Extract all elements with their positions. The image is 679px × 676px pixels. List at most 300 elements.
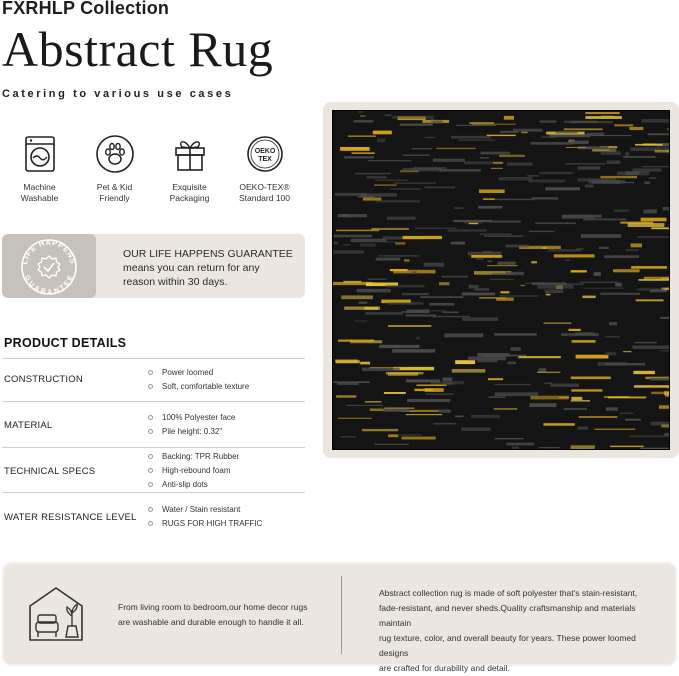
details-row-label: CONSTRUCTION — [4, 374, 83, 385]
rug-texture-stroke — [368, 278, 387, 280]
rug-texture-stroke — [403, 236, 442, 239]
rug-texture-stroke — [475, 288, 490, 291]
rug-texture-stroke — [387, 217, 416, 220]
divider — [2, 401, 305, 402]
rug-texture-stroke — [644, 277, 669, 280]
details-row-label: WATER RESISTANCE LEVEL — [4, 512, 137, 523]
rug-texture-stroke — [513, 129, 542, 132]
rug-texture-stroke — [626, 249, 639, 251]
rug-texture-stroke — [566, 147, 586, 148]
rug-texture-stroke — [439, 282, 449, 285]
rug-texture-stroke — [385, 241, 397, 242]
rug-texture-stroke — [358, 196, 375, 198]
rug-texture-stroke — [438, 410, 450, 413]
rug-texture-stroke — [594, 272, 601, 276]
rug-texture-stroke — [496, 298, 514, 301]
rug-texture-stroke — [572, 340, 596, 343]
rug-texture-stroke — [454, 207, 463, 209]
rug-texture-stroke — [352, 152, 375, 154]
rug-texture-stroke — [610, 446, 644, 448]
rug-texture-stroke — [384, 392, 406, 394]
bullet-dot — [148, 370, 153, 375]
rug-texture-stroke — [537, 285, 573, 289]
rug-texture-stroke — [637, 288, 665, 290]
rug-texture-stroke — [494, 408, 518, 409]
rug-texture-stroke — [476, 259, 483, 260]
banner-right-line: rug texture, color, and overall beauty for years. These power loomed designs — [379, 633, 636, 658]
rug-texture-stroke — [531, 142, 573, 145]
feature-machine-washable — [2, 134, 77, 204]
rug-texture-stroke — [448, 229, 487, 231]
rug-texture-stroke — [634, 385, 669, 388]
rug-texture-stroke — [388, 434, 398, 437]
bullet-dot — [148, 384, 153, 389]
rug-texture-stroke — [561, 333, 599, 336]
rug-texture-stroke — [638, 236, 670, 238]
bullet-dot — [148, 415, 153, 420]
rug-texture-stroke — [490, 279, 514, 280]
details-bullet — [148, 466, 230, 475]
rug-texture-stroke — [412, 271, 417, 274]
rug-texture-stroke — [579, 416, 618, 417]
product-subtitle: Catering to various use cases — [2, 88, 234, 100]
rug-texture-stroke — [623, 351, 631, 352]
rug-texture-stroke — [338, 418, 372, 419]
rug-texture-stroke — [403, 155, 430, 157]
rug-texture-stroke — [537, 372, 560, 373]
rug-texture-stroke — [585, 185, 594, 188]
rug-texture-stroke — [491, 168, 503, 169]
details-bullet — [148, 413, 235, 422]
rug-texture-stroke — [632, 168, 661, 171]
rug-texture-stroke — [451, 242, 465, 245]
rug-texture-stroke — [402, 437, 436, 440]
feature-label: Pet & Kid — [96, 182, 133, 192]
rug-texture-stroke — [544, 322, 572, 324]
guarantee-line: reason within 30 days. — [123, 276, 228, 288]
rug-texture-stroke — [338, 214, 367, 217]
rug-texture-stroke — [605, 336, 620, 337]
rug-texture-stroke — [546, 294, 551, 296]
rug-texture-stroke — [392, 349, 435, 353]
seal-text-top: LIFE HAPPENS — [20, 237, 78, 266]
rug-texture-stroke — [344, 307, 380, 310]
rug-texture-stroke — [545, 187, 580, 190]
feature-list — [2, 134, 302, 204]
rug-texture-stroke — [469, 122, 494, 124]
rug-texture-stroke — [376, 200, 420, 203]
rug-texture-stroke — [425, 388, 444, 392]
rug-texture-stroke — [635, 342, 657, 344]
rug-texture-stroke — [366, 176, 386, 178]
rug-texture-stroke — [650, 378, 669, 381]
rug-texture-stroke — [387, 302, 424, 304]
rug-texture-stroke — [506, 443, 534, 446]
rug-texture-stroke — [480, 157, 489, 159]
guarantee-banner — [2, 234, 305, 298]
rug-texture-stroke — [477, 353, 509, 356]
feature-label: Exquisite — [172, 182, 207, 192]
rug-texture-stroke — [565, 163, 605, 164]
rug-texture-stroke — [578, 166, 601, 169]
rug-texture-stroke — [571, 397, 582, 401]
rug-texture-stroke — [636, 299, 664, 301]
rug-texture-stroke — [625, 419, 641, 421]
rug-texture-stroke — [520, 285, 525, 286]
rug-texture-stroke — [333, 250, 364, 253]
rug-texture-stroke — [433, 159, 465, 162]
rug-texture-stroke — [378, 255, 420, 256]
rug-texture-stroke — [365, 312, 402, 315]
guarantee-line: means you can return for any — [123, 262, 260, 274]
rug-texture-stroke — [481, 152, 510, 155]
divider — [2, 358, 305, 359]
rug-texture-stroke — [595, 429, 636, 430]
rug-texture-stroke — [539, 120, 556, 123]
paw-print-icon — [95, 134, 135, 174]
rug-texture-stroke — [571, 445, 595, 449]
details-bullet — [148, 519, 262, 528]
rug-texture-stroke — [564, 121, 598, 124]
rug-texture-stroke — [443, 311, 459, 313]
rug-texture-stroke — [360, 244, 376, 247]
bottom-banner — [2, 562, 677, 673]
rug-texture-stroke — [576, 355, 609, 359]
rug-texture-stroke — [374, 185, 397, 186]
rug-texture-stroke — [348, 136, 376, 137]
tex-text: TEX — [257, 156, 272, 163]
details-bullet — [148, 480, 208, 489]
rug-texture-stroke — [359, 111, 363, 113]
banner-divider — [341, 576, 342, 654]
rug-texture-stroke — [500, 291, 509, 293]
bullet-text: Water / Stain resistant — [162, 505, 241, 514]
rug-texture-stroke — [600, 176, 637, 178]
rug-texture-stroke — [571, 389, 602, 391]
rug-texture-stroke — [426, 393, 454, 395]
rug-texture-stroke — [365, 401, 381, 402]
rug-texture-stroke — [487, 135, 516, 136]
rug-texture-stroke — [451, 136, 491, 139]
rug-texture-stroke — [562, 216, 595, 219]
bullet-dot — [148, 521, 153, 526]
rug-texture-stroke — [642, 119, 669, 123]
details-bullet — [148, 368, 213, 377]
banner-left-text — [118, 600, 338, 630]
bullet-dot — [148, 482, 153, 487]
rug-texture-stroke — [668, 387, 670, 389]
rug-texture-stroke — [606, 407, 618, 410]
rug-texture-stroke — [443, 378, 453, 382]
rug-texture-stroke — [495, 438, 524, 439]
rug-texture-stroke — [374, 444, 409, 445]
rug-texture-stroke — [343, 244, 350, 245]
rug-texture-stroke — [559, 397, 569, 399]
rug-texture-stroke — [614, 209, 629, 212]
rug-texture-stroke — [604, 255, 639, 258]
rug-texture-stroke — [373, 131, 392, 135]
bullet-text: High-rebound foam — [162, 466, 231, 475]
rug-texture-stroke — [631, 243, 642, 247]
rug-texture-stroke — [478, 206, 502, 209]
divider — [2, 447, 305, 448]
banner-right-line: are crafted for durability and detail. — [379, 663, 510, 673]
rug-texture-stroke — [508, 362, 516, 365]
rug-texture-stroke — [441, 276, 467, 278]
feature-label: OEKO-TEX® — [239, 182, 290, 192]
rug-texture-stroke — [386, 285, 425, 288]
rug-texture-stroke — [335, 193, 367, 196]
washing-machine-icon — [20, 134, 60, 174]
rug-texture-stroke — [543, 423, 574, 426]
rug-texture-stroke — [499, 295, 538, 296]
banner-left-line: From living room to bedroom,our home decor rugs — [118, 602, 308, 612]
rug-texture-stroke — [585, 116, 622, 119]
rug-texture-stroke — [578, 427, 588, 430]
rug-texture-stroke — [359, 302, 368, 304]
feature-label: Friendly — [99, 193, 130, 203]
rug-texture-stroke — [492, 273, 514, 275]
bullet-dot — [148, 429, 153, 434]
guarantee-text — [123, 247, 301, 289]
rug-texture-stroke — [614, 124, 633, 126]
rug-texture-stroke — [459, 139, 496, 141]
rug-texture-stroke — [341, 436, 356, 438]
rug-texture-stroke — [617, 171, 649, 175]
rug-texture-stroke — [628, 223, 665, 227]
details-bullet — [148, 452, 239, 461]
rug-texture-stroke — [355, 173, 391, 175]
rug-texture-stroke — [641, 218, 667, 222]
rug-texture-stroke — [498, 177, 532, 180]
rug-texture-stroke — [645, 182, 650, 185]
rug-texture-stroke — [545, 289, 564, 293]
bullet-text: Pile height: 0.32" — [162, 427, 223, 436]
rug-texture-stroke — [360, 115, 366, 116]
product-details-title: PRODUCT DETAILS — [4, 336, 127, 350]
feature-label: Standard 100 — [238, 193, 291, 203]
rug-texture-stroke — [343, 281, 361, 283]
rug-texture-stroke — [651, 227, 669, 229]
feature-label: Packaging — [169, 193, 210, 203]
rug-texture-stroke — [659, 405, 669, 409]
rug-texture-stroke — [484, 236, 523, 237]
rug-texture-stroke — [493, 162, 503, 163]
rug-texture-stroke — [580, 282, 618, 284]
rug-texture-stroke — [667, 128, 669, 130]
rug-texture-stroke — [455, 416, 464, 418]
rug-texture-stroke — [632, 346, 669, 350]
rug-texture-stroke — [394, 183, 436, 184]
rug-texture-stroke — [337, 382, 358, 385]
banner-right-line: Abstract collection rug is made of soft polyester that's stain-resistant, — [379, 588, 638, 598]
rug-texture-stroke — [512, 446, 519, 449]
rug-texture-stroke — [660, 317, 669, 319]
rug-texture-stroke — [483, 198, 495, 200]
rug-texture-stroke — [425, 187, 456, 189]
rug-texture-stroke — [600, 293, 640, 295]
rug-texture-stroke — [606, 161, 620, 165]
rug-texture-stroke — [346, 405, 383, 406]
feature-exquisite-packaging — [152, 134, 227, 204]
rug-texture-stroke — [386, 372, 424, 375]
rug-texture-stroke — [360, 362, 370, 365]
feature-label: Washable — [20, 193, 59, 203]
rug-texture-stroke — [504, 116, 514, 120]
rug-texture-stroke — [495, 199, 535, 201]
rug-texture-stroke — [629, 127, 643, 130]
rug-texture-stroke — [431, 310, 447, 311]
divider — [2, 492, 305, 493]
rug-texture-stroke — [429, 303, 454, 306]
bullet-text: 100% Polyester face — [162, 413, 236, 422]
rug-texture-stroke — [585, 112, 619, 114]
rug-texture-stroke — [341, 295, 373, 299]
rug-texture-stroke — [511, 347, 521, 350]
rug-texture-stroke — [564, 128, 603, 130]
svg-text:LIFE HAPPENS — [20, 238, 78, 265]
rug-texture-stroke — [620, 413, 634, 414]
rug-texture-stroke — [362, 429, 398, 431]
rug-image — [332, 110, 670, 450]
rug-texture-stroke — [375, 180, 408, 182]
feature-oeko-tex — [227, 134, 302, 204]
rug-texture-stroke — [478, 360, 498, 362]
rug-texture-stroke — [489, 220, 521, 222]
rug-texture-stroke — [479, 190, 505, 194]
rug-texture-stroke — [556, 132, 578, 134]
rug-texture-stroke — [651, 422, 669, 426]
rug-texture-stroke — [629, 435, 669, 437]
rug-texture-stroke — [413, 167, 446, 170]
rug-texture-stroke — [610, 148, 617, 151]
rug-texture-stroke — [535, 222, 575, 224]
bullet-text: RUGS FOR HIGH TRAFFIC — [162, 519, 263, 528]
rug-texture-stroke — [507, 163, 533, 166]
rug-texture-stroke — [664, 433, 669, 436]
rug-texture-stroke — [532, 197, 558, 199]
rug-texture-stroke — [432, 316, 470, 318]
rug-texture-stroke — [391, 188, 421, 189]
rug-texture-stroke — [649, 177, 656, 179]
rug-texture-stroke — [425, 137, 436, 138]
rug-texture-stroke — [488, 260, 493, 262]
rug-texture-stroke — [385, 114, 392, 116]
rug-texture-stroke — [606, 352, 616, 355]
rug-texture-stroke — [462, 293, 496, 296]
rug-texture-stroke — [390, 269, 408, 271]
bullet-text: Backing: TPR Rubber — [162, 452, 240, 461]
rug-texture-stroke — [392, 116, 434, 119]
rug-texture-stroke — [541, 136, 555, 138]
rug-texture-stroke — [494, 333, 537, 335]
rug-texture-stroke — [471, 415, 500, 418]
rug-texture-stroke — [571, 270, 587, 272]
rug-texture-stroke — [344, 156, 374, 158]
banner-left-line: are washable and durable enough to handle it all. — [118, 617, 304, 627]
rug-texture-stroke — [456, 125, 496, 126]
rug-texture-stroke — [604, 396, 629, 398]
guarantee-seal-icon — [18, 236, 80, 296]
details-bullet — [148, 382, 249, 391]
rug-texture-stroke — [452, 369, 486, 373]
rug-texture-stroke — [436, 148, 475, 149]
rug-texture-stroke — [648, 133, 669, 135]
rug-texture-stroke — [468, 357, 506, 361]
rug-texture-stroke — [554, 254, 595, 257]
feature-label: Machine — [23, 182, 56, 192]
rug-texture-stroke — [363, 198, 382, 201]
rug-texture-stroke — [469, 223, 478, 224]
rug-texture-stroke — [565, 260, 569, 261]
rug-texture-stroke — [336, 360, 360, 363]
rug-texture-stroke — [527, 175, 539, 176]
rug-texture-stroke — [660, 350, 669, 351]
rug-texture-stroke — [642, 166, 669, 167]
rug-texture-stroke — [651, 392, 669, 394]
rug-texture-stroke — [415, 228, 457, 229]
rug-texture-stroke — [376, 258, 401, 261]
rug-texture-stroke — [420, 296, 463, 298]
rug-texture-stroke — [472, 124, 516, 125]
rug-texture-stroke — [461, 428, 490, 431]
rug-texture-stroke — [488, 396, 505, 398]
rug-texture-stroke — [371, 228, 409, 230]
rug-texture-stroke — [663, 207, 669, 211]
rug-texture-stroke — [370, 367, 408, 368]
rug-texture-stroke — [506, 245, 529, 248]
details-row-label: MATERIAL — [4, 420, 53, 431]
rug-texture-stroke — [445, 334, 484, 338]
rug-texture-stroke — [431, 120, 443, 123]
brand-name: FXRHLP Collection — [2, 0, 170, 18]
rug-texture-stroke — [336, 395, 356, 397]
rug-texture-stroke — [402, 293, 429, 295]
rug-texture-stroke — [601, 151, 621, 155]
rug-texture-stroke — [613, 269, 640, 272]
rug-texture-stroke — [433, 423, 456, 425]
rug-texture-stroke — [495, 392, 539, 396]
rug-texture-stroke — [571, 141, 589, 145]
rug-texture-stroke — [416, 385, 446, 387]
rug-texture-stroke — [581, 234, 622, 238]
rug-texture-stroke — [488, 378, 503, 380]
rug-texture-stroke — [541, 283, 584, 284]
rug-texture-stroke — [494, 384, 531, 385]
rug-texture-stroke — [487, 265, 518, 266]
rug-texture-stroke — [357, 289, 391, 293]
rug-texture-stroke — [416, 337, 420, 340]
rug-texture-stroke — [589, 135, 631, 136]
rug-texture-stroke — [398, 435, 421, 436]
rug-texture-stroke — [631, 266, 667, 269]
rug-texture-stroke — [462, 317, 498, 320]
rug-texture-stroke — [354, 321, 367, 322]
feature-pet-kid-friendly — [77, 134, 152, 204]
rug-texture-stroke — [388, 325, 431, 327]
rug-texture-stroke — [582, 296, 595, 299]
rug-texture-stroke — [368, 160, 412, 161]
rug-texture-stroke — [334, 235, 372, 238]
rug-texture-stroke — [431, 381, 464, 384]
rug-texture-stroke — [377, 139, 385, 143]
rug-texture-stroke — [569, 329, 581, 331]
rug-texture-stroke — [655, 150, 669, 153]
bullet-text: Power loomed — [162, 368, 214, 377]
rug-texture-stroke — [407, 399, 450, 402]
rug-texture-stroke — [538, 368, 546, 372]
rug-texture-stroke — [633, 371, 655, 374]
